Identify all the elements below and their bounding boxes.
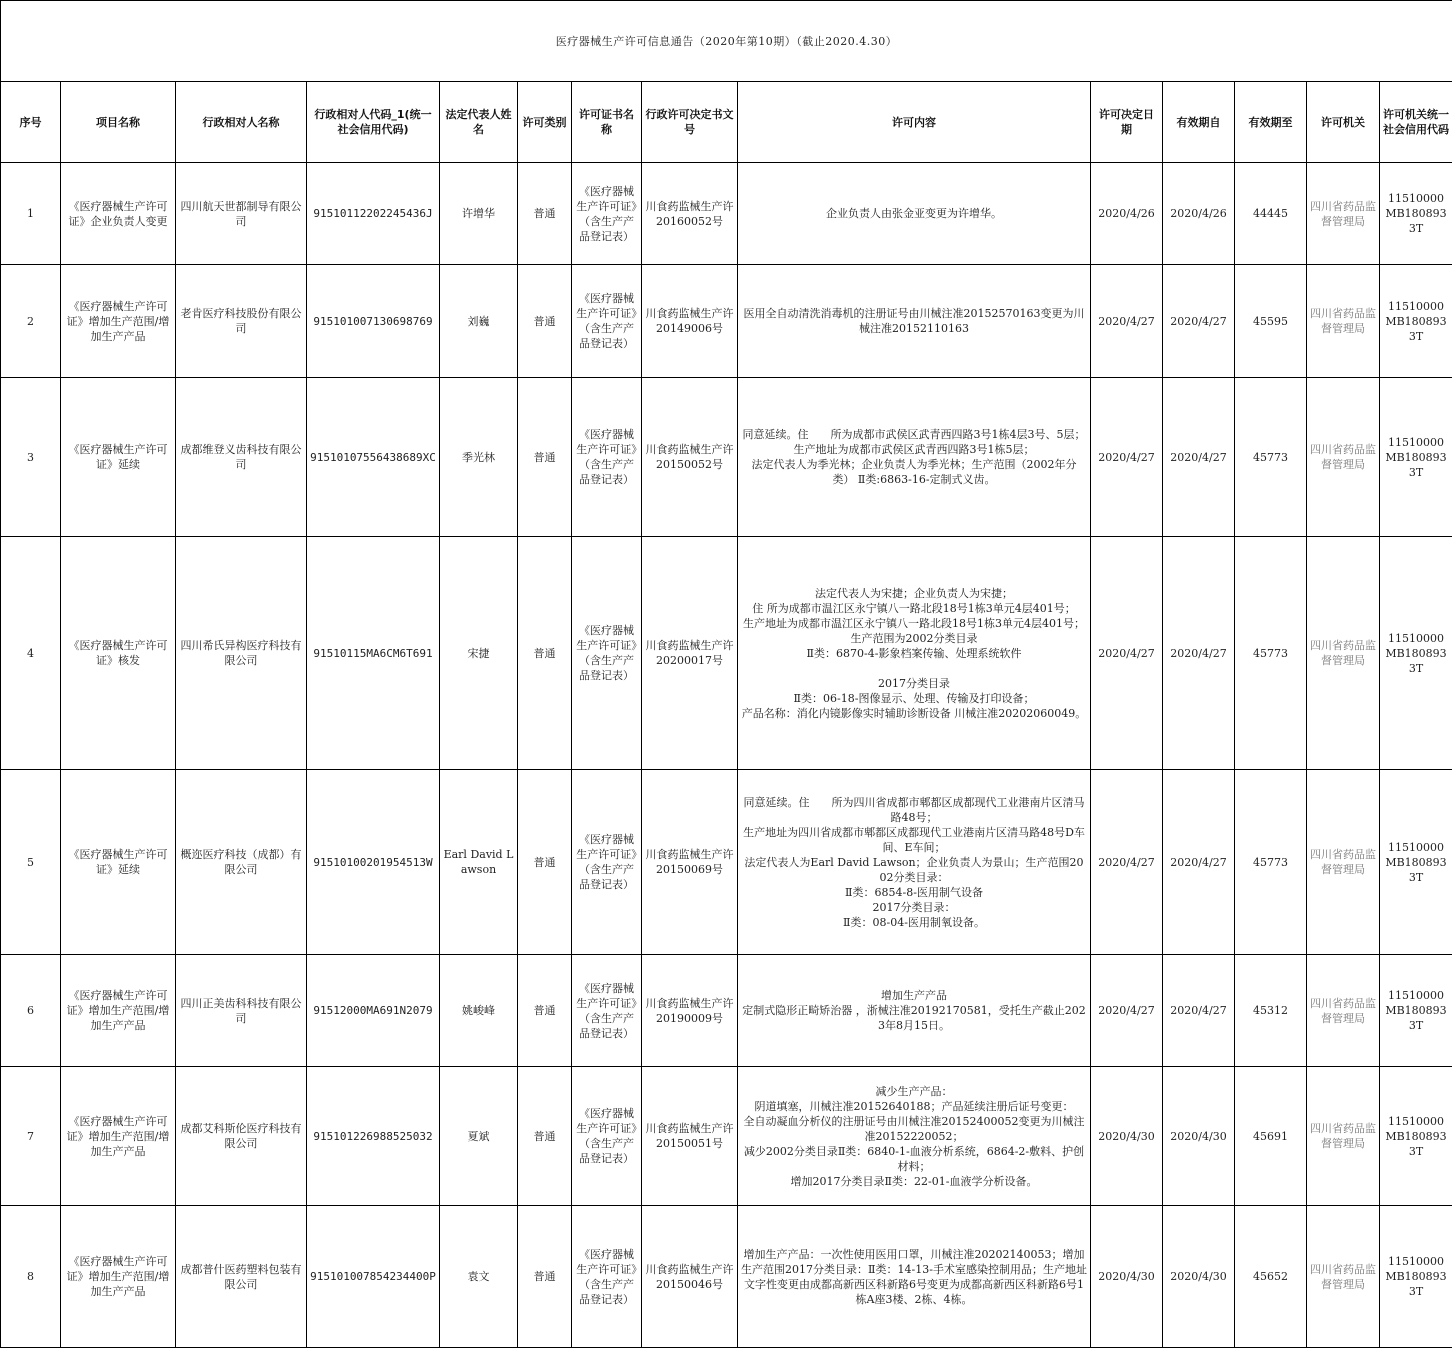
- content-line: 减少2002分类目录Ⅱ类：6840-1-血液分析系统，6864-2-敷料、护创材料；: [741, 1144, 1087, 1174]
- content-line: 增加生产产品: [741, 988, 1087, 1003]
- header-doc-no: 行政许可决定书文号: [642, 82, 738, 163]
- table-row: [1, 163, 1452, 265]
- content-line: 生产地址为成都市温江区永宁镇八一路北段18号1栋3单元4层401号；: [741, 616, 1087, 631]
- content-line: 法定代表人为Earl David Lawson；企业负责人为景山；生产范围2002分类目录：: [741, 855, 1087, 885]
- cell-project: 《医疗器械生产许可证》增加生产范围/增加生产产品: [61, 955, 176, 1067]
- cell-decision-date: 2020/4/27: [1091, 955, 1163, 1067]
- cell-doc-no: 川食药监械生产许20149006号: [642, 265, 738, 378]
- cell-legal-rep: 许增华: [440, 163, 518, 265]
- cell-doc-no: 川食药监械生产许20150051号: [642, 1067, 738, 1206]
- cell-code: 915101007854234400P: [307, 1206, 440, 1348]
- cell-cert-name: 《医疗器械生产许可证》（含生产产品登记表）: [572, 537, 642, 770]
- cell-cert-name: 《医疗器械生产许可证》（含生产产品登记表）: [572, 378, 642, 537]
- cell-authority: 四川省药品监督管理局: [1307, 163, 1380, 265]
- content-line: Ⅱ类：6870-4-影象档案传输、处理系统软件: [741, 646, 1087, 661]
- cell-code: 91510107556438689XC: [307, 378, 440, 537]
- cell-valid-to: 45652: [1235, 1206, 1307, 1348]
- cell-authority: 四川省药品监督管理局: [1307, 955, 1380, 1067]
- cell-doc-no: 川食药监械生产许20160052号: [642, 163, 738, 265]
- table-row: [1, 265, 1452, 378]
- cell-seq: 4: [1, 537, 61, 770]
- cell-party: 四川航天世都制导有限公司: [176, 163, 307, 265]
- table-row: [1, 770, 1452, 955]
- cell-party: 老肯医疗科技股份有限公司: [176, 265, 307, 378]
- cell-valid-from: 2020/4/27: [1163, 955, 1235, 1067]
- cell-valid-from: 2020/4/27: [1163, 770, 1235, 955]
- content-line: 减少生产产品：: [741, 1084, 1087, 1099]
- header-seq: 序号: [1, 82, 61, 163]
- cell-party: 成都普什医药塑料包装有限公司: [176, 1206, 307, 1348]
- cell-content: [738, 955, 1091, 1067]
- cell-party: 成都艾科斯伦医疗科技有限公司: [176, 1067, 307, 1206]
- cell-seq: 1: [1, 163, 61, 265]
- cell-doc-no: 川食药监械生产许20200017号: [642, 537, 738, 770]
- content-line: Ⅱ类：06-18-图像显示、处理、传输及打印设备；: [741, 691, 1087, 706]
- cell-decision-date: 2020/4/27: [1091, 770, 1163, 955]
- table-row: [1, 537, 1452, 770]
- cell-type: 普通: [518, 1206, 572, 1348]
- cell-code: 91512000MA691N2079: [307, 955, 440, 1067]
- header-legal-rep: 法定代表人姓名: [440, 82, 518, 163]
- cell-valid-from: 2020/4/30: [1163, 1067, 1235, 1206]
- header-authority: 许可机关: [1307, 82, 1380, 163]
- content-line: Ⅱ类：6854-8-医用制气设备: [741, 885, 1087, 900]
- header-content: 许可内容: [738, 82, 1091, 163]
- table-body: [1, 163, 1452, 1348]
- table-row: [1, 1067, 1452, 1206]
- cell-content: [738, 770, 1091, 955]
- table-row: [1, 955, 1452, 1067]
- cell-project: 《医疗器械生产许可证》延续: [61, 770, 176, 955]
- cell-code: 91510112202245436J: [307, 163, 440, 265]
- cell-type: 普通: [518, 770, 572, 955]
- cell-authority-code: 11510000MB1808933T: [1380, 1067, 1452, 1206]
- content-line: 住 所为成都市温江区永宁镇八一路北段18号1栋3单元4层401号；: [741, 601, 1087, 616]
- cell-cert-name: 《医疗器械生产许可证》（含生产产品登记表）: [572, 1206, 642, 1348]
- cell-cert-name: 《医疗器械生产许可证》（含生产产品登记表）: [572, 955, 642, 1067]
- content-line: 生产范围为2002分类目录: [741, 631, 1087, 646]
- cell-authority-code: 11510000MB1808933T: [1380, 265, 1452, 378]
- cell-decision-date: 2020/4/27: [1091, 265, 1163, 378]
- cell-valid-to: 45773: [1235, 770, 1307, 955]
- cell-authority: 四川省药品监督管理局: [1307, 537, 1380, 770]
- cell-seq: 3: [1, 378, 61, 537]
- content-line: Ⅱ类：08-04-医用制氧设备。: [741, 915, 1087, 930]
- header-type: 许可类别: [518, 82, 572, 163]
- cell-seq: 6: [1, 955, 61, 1067]
- cell-party: 四川正美齿科科技有限公司: [176, 955, 307, 1067]
- cell-decision-date: 2020/4/27: [1091, 537, 1163, 770]
- cell-authority: 四川省药品监督管理局: [1307, 770, 1380, 955]
- cell-type: 普通: [518, 537, 572, 770]
- cell-code: 91510115MA6CM6T691: [307, 537, 440, 770]
- header-authority-code: 许可机关统一社会信用代码: [1380, 82, 1452, 163]
- cell-type: 普通: [518, 265, 572, 378]
- cell-project: 《医疗器械生产许可证》延续: [61, 378, 176, 537]
- cell-valid-from: 2020/4/30: [1163, 1206, 1235, 1348]
- cell-decision-date: 2020/4/27: [1091, 378, 1163, 537]
- cell-valid-to: 45312: [1235, 955, 1307, 1067]
- cell-cert-name: 《医疗器械生产许可证》（含生产产品登记表）: [572, 163, 642, 265]
- cell-legal-rep: 宋捷: [440, 537, 518, 770]
- cell-authority: 四川省药品监督管理局: [1307, 1067, 1380, 1206]
- cell-content: [738, 378, 1091, 537]
- cell-seq: 8: [1, 1206, 61, 1348]
- cell-decision-date: 2020/4/30: [1091, 1206, 1163, 1348]
- cell-seq: 2: [1, 265, 61, 378]
- cell-valid-to: 45595: [1235, 265, 1307, 378]
- cell-project: 《医疗器械生产许可证》增加生产范围/增加生产产品: [61, 1067, 176, 1206]
- cell-legal-rep: Earl David Lawson: [440, 770, 518, 955]
- cell-valid-from: 2020/4/27: [1163, 537, 1235, 770]
- cell-valid-from: 2020/4/27: [1163, 378, 1235, 537]
- cell-authority: 四川省药品监督管理局: [1307, 265, 1380, 378]
- header-valid-from: 有效期自: [1163, 82, 1235, 163]
- cell-doc-no: 川食药监械生产许20150069号: [642, 770, 738, 955]
- page-title: 医疗器械生产许可信息通告（2020年第10期）（截止2020.4.30）: [1, 1, 1452, 82]
- cell-authority: 四川省药品监督管理局: [1307, 1206, 1380, 1348]
- cell-content: [738, 1067, 1091, 1206]
- header-project: 项目名称: [61, 82, 176, 163]
- content-line: 2017分类目录：: [741, 900, 1087, 915]
- content-line: 全自动凝血分析仪的注册证号由川械注准20152400052变更为川械注准20152220052；: [741, 1114, 1087, 1144]
- header-cert-name: 许可证书名称: [572, 82, 642, 163]
- cell-valid-to: 45773: [1235, 378, 1307, 537]
- content-line: 生产地址为四川省成都市郫都区成都现代工业港南片区清马路48号D车间、E车间；: [741, 825, 1087, 855]
- cell-party: 概迩医疗科技（成都）有限公司: [176, 770, 307, 955]
- cell-code: 91510100201954513W: [307, 770, 440, 955]
- cell-code: 915101226988525032: [307, 1067, 440, 1206]
- header-decision-date: 许可决定日期: [1091, 82, 1163, 163]
- cell-doc-no: 川食药监械生产许20150046号: [642, 1206, 738, 1348]
- cell-party: 四川希氏异构医疗科技有限公司: [176, 537, 307, 770]
- cell-cert-name: 《医疗器械生产许可证》（含生产产品登记表）: [572, 770, 642, 955]
- cell-project: 《医疗器械生产许可证》企业负责人变更: [61, 163, 176, 265]
- cell-legal-rep: 季光林: [440, 378, 518, 537]
- cell-code: 915101007130698769: [307, 265, 440, 378]
- cell-decision-date: 2020/4/30: [1091, 1067, 1163, 1206]
- cell-decision-date: 2020/4/26: [1091, 163, 1163, 265]
- cell-valid-to: 45691: [1235, 1067, 1307, 1206]
- cell-authority-code: 11510000MB1808933T: [1380, 537, 1452, 770]
- cell-legal-rep: 袁文: [440, 1206, 518, 1348]
- cell-valid-to: 44445: [1235, 163, 1307, 265]
- cell-content: 增加生产产品：一次性使用医用口罩，川械注准20202140053；增加生产范围2017分类目录：Ⅱ类：14-13-手术室感染控制用品；生产地址文字性变更由成都高新西区科新路6号变更为成都高新西区科新路6号1栋A座3楼、2栋、4栋。: [738, 1206, 1091, 1348]
- cell-type: 普通: [518, 1067, 572, 1206]
- content-line: 阴道填塞，川械注准20152640188；产品延续注册后证号变更：: [741, 1099, 1087, 1114]
- cell-seq: 5: [1, 770, 61, 955]
- cell-valid-from: 2020/4/27: [1163, 265, 1235, 378]
- content-line: 增加2017分类目录Ⅱ类：22-01-血液学分析设备。: [741, 1174, 1087, 1189]
- content-line: [741, 661, 1087, 676]
- cell-seq: 7: [1, 1067, 61, 1206]
- cell-authority-code: 11510000MB1808933T: [1380, 770, 1452, 955]
- cell-valid-to: 45773: [1235, 537, 1307, 770]
- cell-project: 《医疗器械生产许可证》增加生产范围/增加生产产品: [61, 1206, 176, 1348]
- cell-authority: 四川省药品监督管理局: [1307, 378, 1380, 537]
- cell-doc-no: 川食药监械生产许20190009号: [642, 955, 738, 1067]
- cell-doc-no: 川食药监械生产许20150052号: [642, 378, 738, 537]
- table-row: [1, 1206, 1452, 1348]
- cell-authority-code: 11510000MB1808933T: [1380, 378, 1452, 537]
- cell-content: 企业负责人由张金亚变更为许增华。: [738, 163, 1091, 265]
- cell-legal-rep: 夏斌: [440, 1067, 518, 1206]
- cell-content: 医用全自动清洗消毒机的注册证号由川械注准20152570163变更为川械注准20152110163: [738, 265, 1091, 378]
- cell-valid-from: 2020/4/26: [1163, 163, 1235, 265]
- header-row: [1, 82, 1452, 163]
- cell-authority-code: 11510000MB1808933T: [1380, 955, 1452, 1067]
- content-line: 产品名称：消化内镜影像实时辅助诊断设备 川械注准20202060049。: [741, 706, 1087, 721]
- cell-party: 成都维登义齿科技有限公司: [176, 378, 307, 537]
- cell-legal-rep: 刘巍: [440, 265, 518, 378]
- content-line: 定制式隐形正畸矫治器 ，浙械注准20192170581，受托生产截止2023年8月15日。: [741, 1003, 1087, 1033]
- cell-legal-rep: 姚峻峰: [440, 955, 518, 1067]
- cell-project: 《医疗器械生产许可证》增加生产范围/增加生产产品: [61, 265, 176, 378]
- header-code: 行政相对人代码_1(统一社会信用代码): [307, 82, 440, 163]
- cell-cert-name: 《医疗器械生产许可证》（含生产产品登记表）: [572, 265, 642, 378]
- content-line: 法定代表人为季光林；企业负责人为季光林；生产范围（2002年分类） Ⅱ类:6863-16-定制式义齿。: [741, 457, 1087, 487]
- cell-authority-code: 11510000MB1808933T: [1380, 163, 1452, 265]
- table-row: [1, 378, 1452, 537]
- content-line: 同意延续。住 所为成都市武侯区武青西四路3号1栋4层3号、5层；: [741, 427, 1087, 442]
- cell-type: 普通: [518, 163, 572, 265]
- cell-cert-name: 《医疗器械生产许可证》（含生产产品登记表）: [572, 1067, 642, 1206]
- cell-project: 《医疗器械生产许可证》核发: [61, 537, 176, 770]
- cell-type: 普通: [518, 378, 572, 537]
- cell-type: 普通: [518, 955, 572, 1067]
- cell-authority-code: 11510000MB1808933T: [1380, 1206, 1452, 1348]
- content-line: 法定代表人为宋捷；企业负责人为宋捷；: [741, 586, 1087, 601]
- content-line: 2017分类目录: [741, 676, 1087, 691]
- cell-content: [738, 537, 1091, 770]
- header-party: 行政相对人名称: [176, 82, 307, 163]
- content-line: 同意延续。住 所为四川省成都市郫都区成都现代工业港南片区清马路48号；: [741, 795, 1087, 825]
- header-valid-to: 有效期至: [1235, 82, 1307, 163]
- content-line: 生产地址为成都市武侯区武青西四路3号1栋5层；: [741, 442, 1087, 457]
